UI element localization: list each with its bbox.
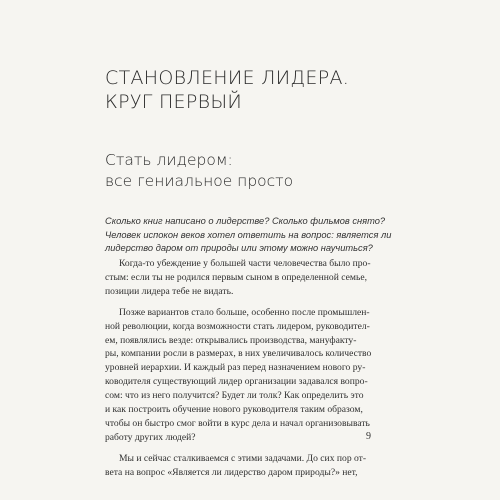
- paragraph: [105, 452, 375, 480]
- section-title: [105, 150, 405, 192]
- text-line: Когда-то убеждение у большей части человечества было про-: [119, 258, 371, 269]
- text-line: вета на вопрос «Является ли лидерство даром природы?» нет,: [105, 466, 358, 478]
- body-text: [105, 257, 375, 487]
- section-title-line-2: все гениальное просто: [105, 172, 294, 190]
- text-line: ководителя существующий лидер организации задавался вопро-: [105, 376, 368, 388]
- paragraph: [105, 306, 375, 445]
- chapter-title: [105, 66, 435, 114]
- text-line: уровней иерархии. И каждый раз перед назначением нового ру-: [105, 362, 366, 374]
- epigraph-line: Сколько книг написано о лидерстве? Сколько фильмов снято?: [105, 216, 386, 226]
- text-line: работу других людей?: [105, 431, 196, 443]
- epigraph: [105, 215, 392, 256]
- text-line: стым: если ты не родился первым сыном в определенной семье,: [105, 271, 367, 283]
- text-line: ной революции, когда возможности стать лидером, руководител-: [105, 320, 370, 332]
- text-line: ры, компании росли в размерах, в них увеличивалось количество: [105, 348, 372, 360]
- chapter-title-line-2: КРУГ ПЕРВЫЙ: [105, 91, 243, 113]
- paragraph: [105, 257, 375, 299]
- text-line: чтобы он быстро смог войти в курс дела и начал организовывать: [105, 417, 370, 429]
- text-line: сом: что из него получится? Будет ли толк? Как определить это: [105, 390, 364, 402]
- page-number: 9: [366, 431, 371, 442]
- section-title-line-1: Стать лидером:: [105, 151, 233, 169]
- text-line: ем, появлялись везде: открывались производства, мануфакту-: [105, 334, 357, 346]
- epigraph-line: лидерство даром от природы или этому можно научиться?: [105, 243, 373, 254]
- text-line: и как построить обучение нового руководителя таким образом,: [105, 404, 363, 416]
- text-line: Позже вариантов стало больше, особенно после промышлен-: [119, 306, 370, 318]
- text-line: Мы и сейчас сталкиваемся с этими задачами. До сих пор от-: [119, 452, 367, 464]
- text-line: позиции лидера тебе не видать.: [105, 285, 234, 297]
- epigraph-line: Человек испокон веков хотел ответить на вопрос: является ли: [105, 229, 392, 240]
- chapter-title-line-1: СТАНОВЛЕНИЕ ЛИДЕРА.: [105, 67, 350, 89]
